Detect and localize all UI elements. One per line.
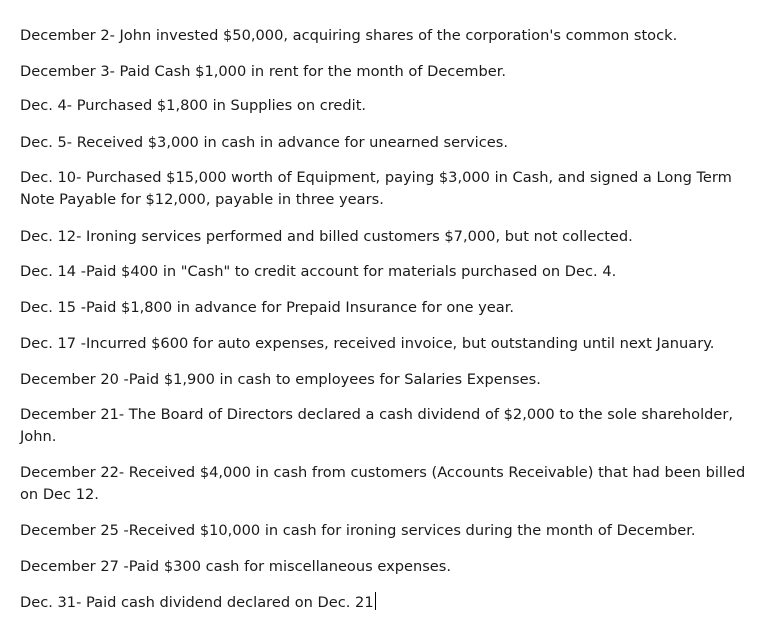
paragraph-dec-31[interactable] [20,592,760,614]
paragraph-dec-21: December 21- The Board of Directors declared a cash dividend of $2,000 to the sole shareholder, John. [20,406,733,445]
paragraph-dec-20: December 20 -Paid $1,900 in cash to employees for Salaries Expenses. [20,371,541,388]
paragraph-dec-5: Dec. 5- Received $3,000 in cash in advance for unearned services. [20,134,508,151]
paragraph-dec-10: Dec. 10- Purchased $15,000 worth of Equipment, paying $3,000 in Cash, and signed a Long Term Note Payable for $12,000, payable in three years. [20,169,732,208]
paragraph-dec-25: December 25 -Received $10,000 in cash for ironing services during the month of December. [20,522,696,539]
paragraph-dec-14: Dec. 14 -Paid $400 in "Cash" to credit account for materials purchased on Dec. 4. [20,263,617,280]
paragraph-dec-31-text: Dec. 31- Paid cash dividend declared on Dec. 21 [20,594,374,611]
paragraph-dec-22: December 22- Received $4,000 in cash from customers (Accounts Receivable) that had been billed on Dec 12. [20,464,746,503]
paragraph-dec-17: Dec. 17 -Incurred $600 for auto expenses, received invoice, but outstanding until next January. [20,335,715,352]
text-cursor [375,592,376,610]
paragraph-dec-4: Dec. 4- Purchased $1,800 in Supplies on credit. [20,97,367,114]
paragraph-dec-2: December 2- John invested $50,000, acquiring shares of the corporation's common stock. [20,27,678,44]
paragraph-dec-3: December 3- Paid Cash $1,000 in rent for the month of December. [20,63,507,80]
paragraph-dec-27: December 27 -Paid $300 cash for miscellaneous expenses. [20,558,452,575]
paragraph-dec-12: Dec. 12- Ironing services performed and billed customers $7,000, but not collected. [20,228,633,245]
paragraph-dec-15: Dec. 15 -Paid $1,800 in advance for Prepaid Insurance for one year. [20,299,515,316]
